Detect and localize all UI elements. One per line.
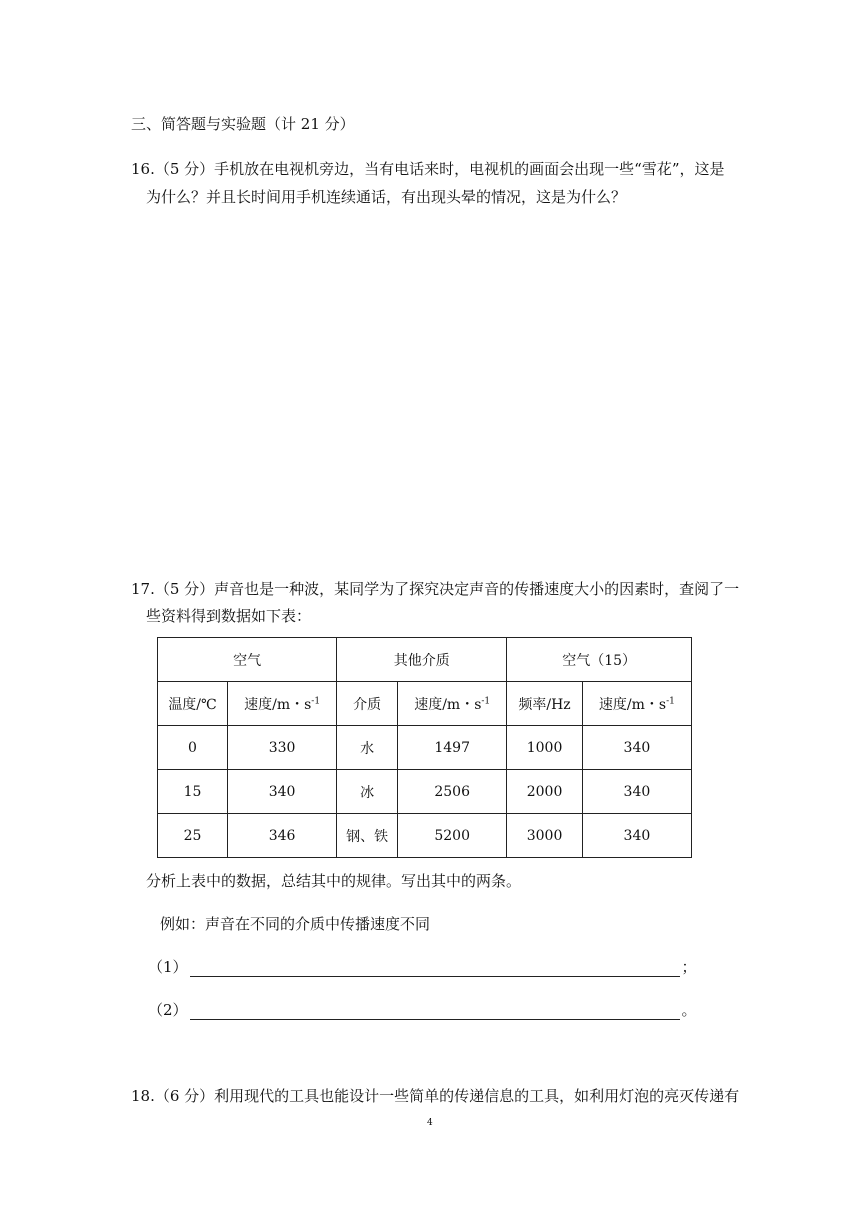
group-header: 空气 [158,638,337,682]
answer-blank-2[interactable] [148,999,697,1020]
table-group-row [158,638,692,682]
table-cell: 1497 [398,726,507,770]
table-cell: 15 [158,770,228,814]
column-header: 速度/m・$s^{-1}$ [228,682,337,726]
answer-line[interactable] [190,962,680,977]
answer-line[interactable] [190,1005,680,1020]
table-row [158,726,692,770]
table-cell: 水 [337,726,398,770]
table-row [158,814,692,858]
table-cell: 1000 [507,726,583,770]
table-cell: 0 [158,726,228,770]
column-header: 介质 [337,682,398,726]
blank-label: （2） [148,1001,188,1019]
column-header: 速度/m・$s^{-1}$ [582,682,691,726]
table-cell: 2506 [398,770,507,814]
table-cell: 冰 [337,770,398,814]
table-row [158,770,692,814]
sound-speed-table [157,637,692,858]
question-16-line-2: 为什么？并且长时间用手机连续通话，有出现头晕的情况，这是为什么？ [146,188,627,206]
table-cell: 346 [228,814,337,858]
table-cell: 3000 [507,814,583,858]
page-number: 4 [427,1118,433,1128]
table-cell: 330 [228,726,337,770]
question-17-line-1: 17.（5 分）声音也是一种波，某同学为了探究决定声音的传播速度大小的因素时，查阅了一 [131,580,740,598]
table-cell: 340 [582,770,691,814]
table-cell: 340 [582,726,691,770]
answer-blank-1[interactable] [148,956,697,977]
question-16-line-1: 16.（5 分）手机放在电视机旁边，当有电话来时，电视机的画面会出现一些“雪花”，这是 [131,160,725,178]
table-cell: 5200 [398,814,507,858]
group-header: 其他介质 [337,638,507,682]
table-cell: 340 [228,770,337,814]
table-cell: 钢、铁 [337,814,398,858]
question-18-line-1: 18.（6 分）利用现代的工具也能设计一些简单的传递信息的工具，如利用灯泡的亮灭传递有 [131,1087,740,1105]
blank-label: （1） [148,958,188,976]
blank-end-punct: 。 [681,1001,697,1019]
analysis-instruction: 分析上表中的数据，总结其中的规律。写出其中的两条。 [146,872,522,890]
column-header: 频率/Hz [507,682,583,726]
blank-end-punct: ； [681,958,697,976]
table-cell: 340 [582,814,691,858]
column-header: 温度/℃ [158,682,228,726]
table-cell: 2000 [507,770,583,814]
table-cell: 25 [158,814,228,858]
question-17-line-2: 些资料得到数据如下表： [146,607,312,625]
group-header: 空气（15） [507,638,692,682]
column-header: 速度/m・$s^{-1}$ [398,682,507,726]
section-title: 三、简答题与实验题（计 21 分） [131,115,355,133]
table-header-row [158,682,692,726]
example-answer: 例如：声音在不同的介质中传播速度不同 [160,915,431,933]
